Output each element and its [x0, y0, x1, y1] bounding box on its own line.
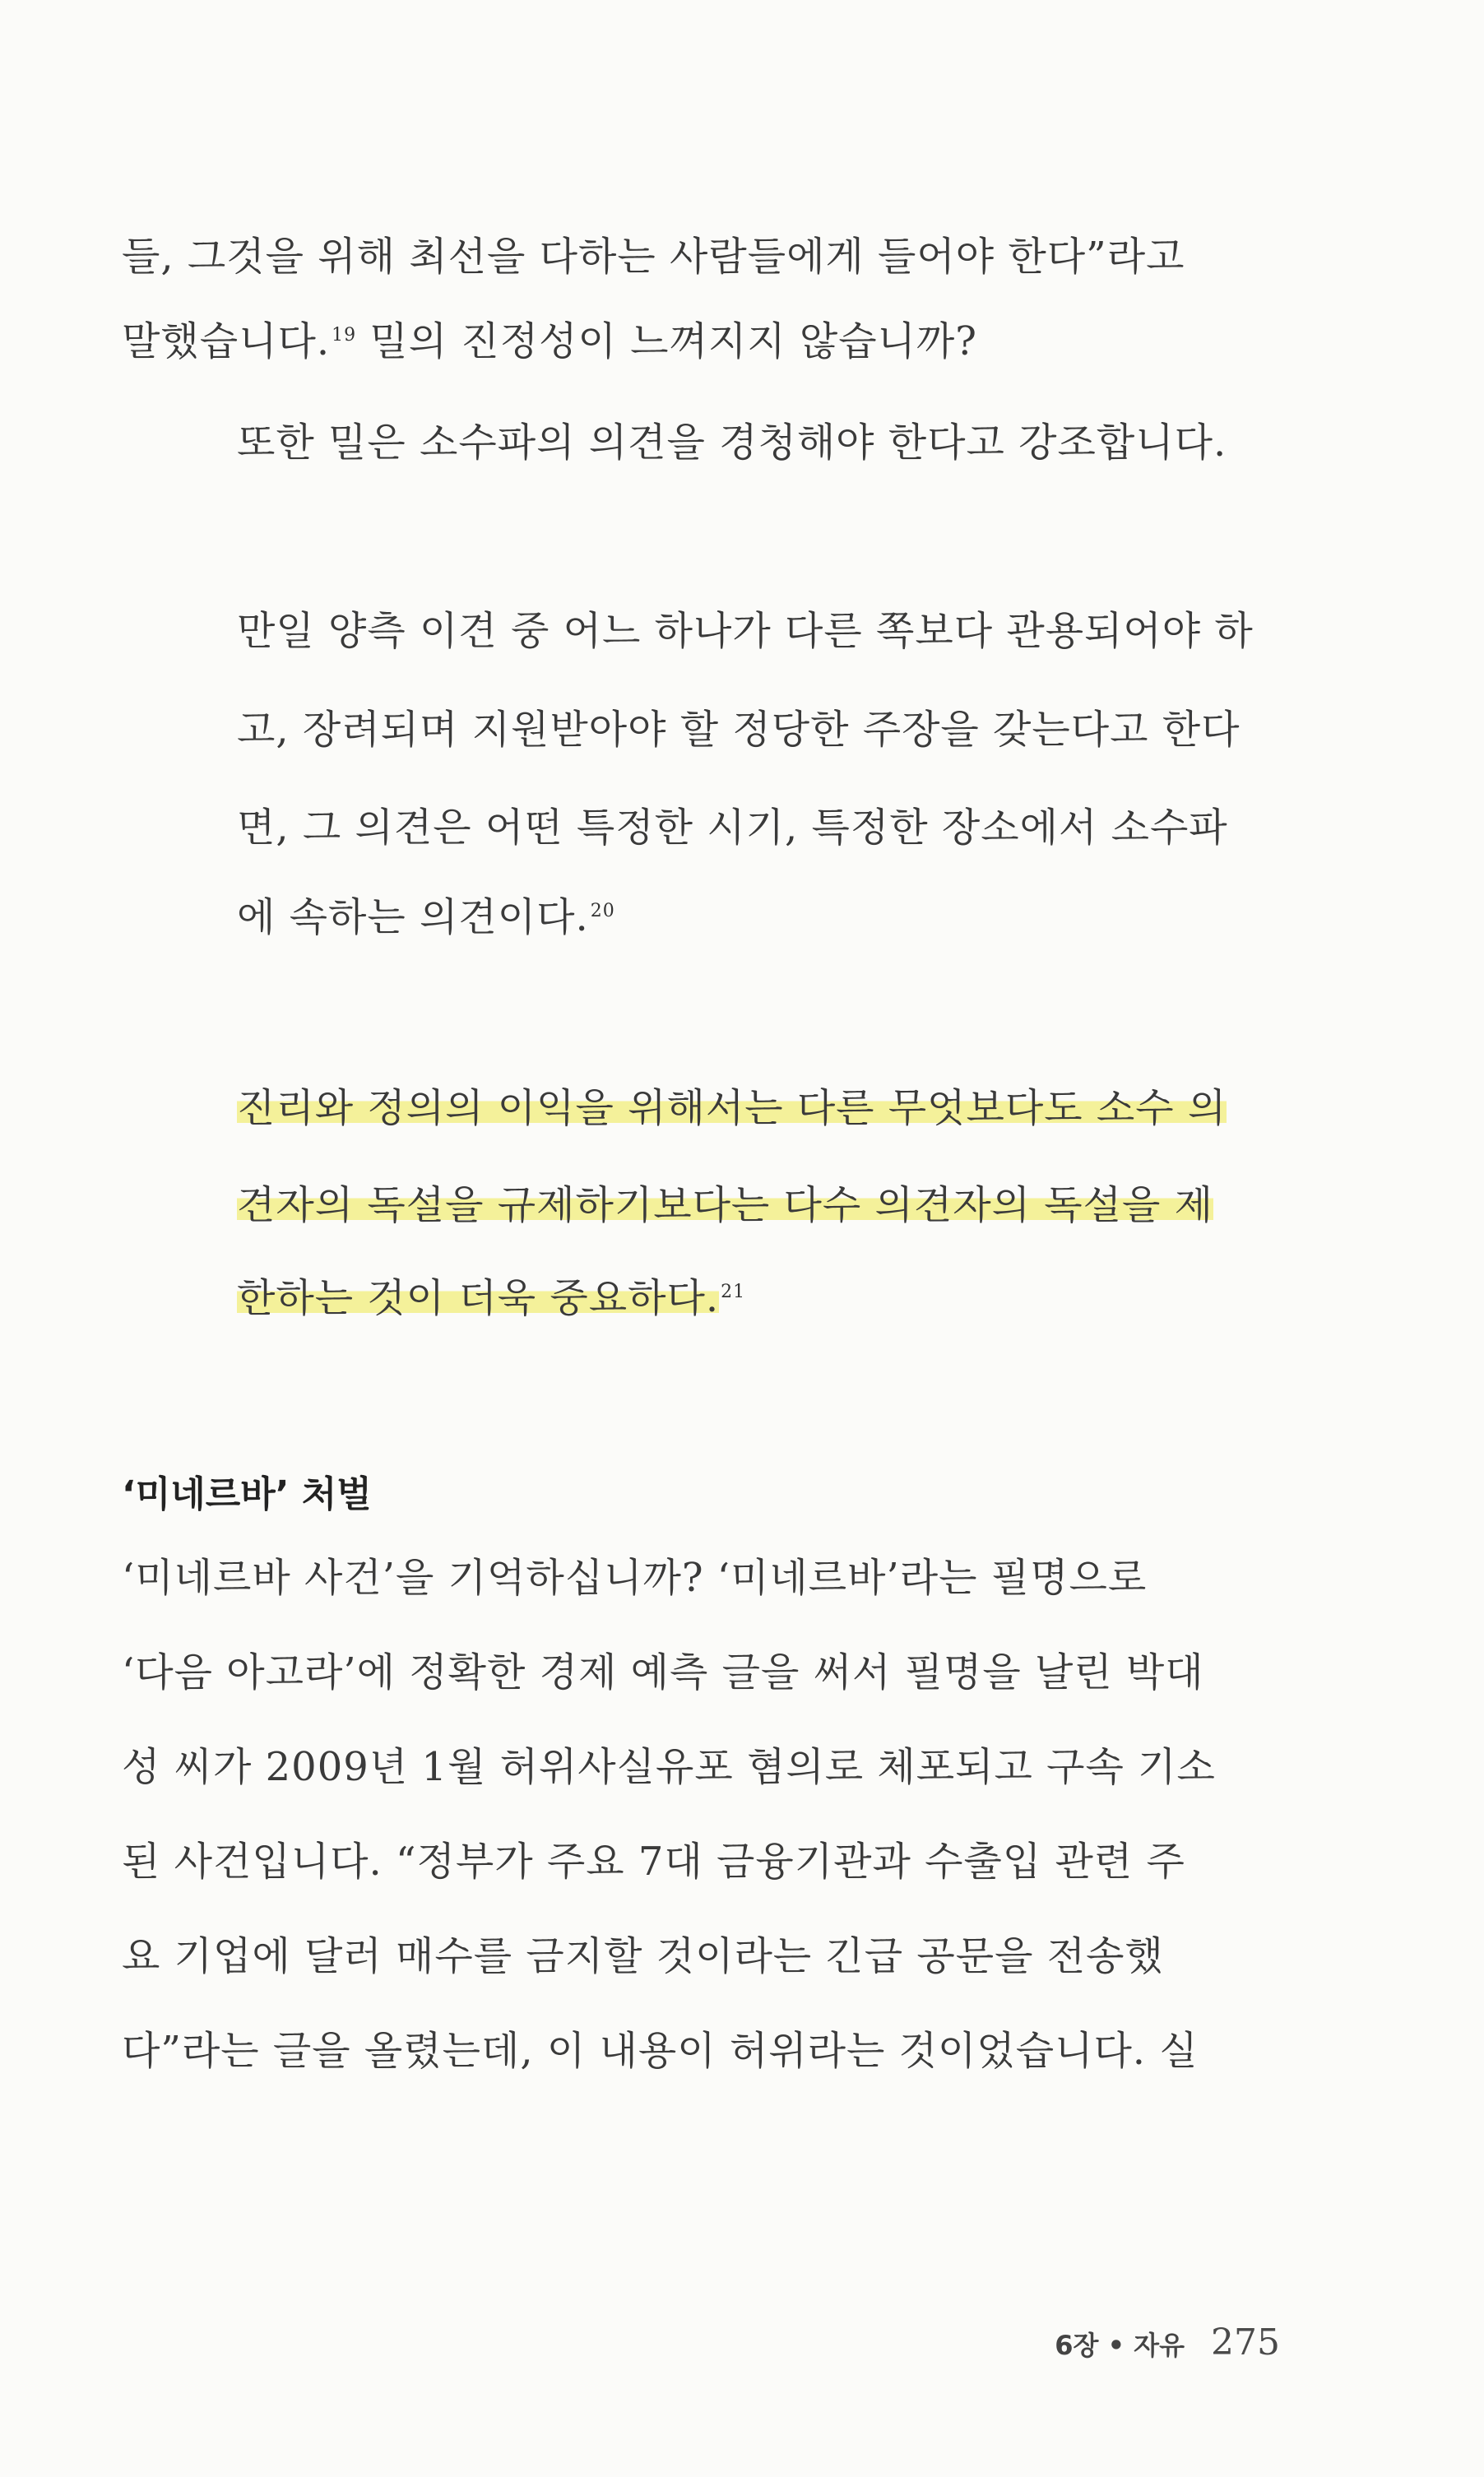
quote-line: 고, 장려되며 지원받아야 할 정당한 주장을 갖는다고 한다 [237, 707, 1241, 753]
body-line: 다”라는 글을 올렸는데, 이 내용이 허위라는 것이었습니다. 실 [122, 2028, 1199, 2074]
text-segment: 에 속하는 의견이다. [237, 894, 589, 940]
page-footer [1055, 2322, 1280, 2363]
body-line: 들, 그것을 위해 최선을 다하는 사람들에게 들어야 한다”라고 [122, 234, 1185, 280]
body-line: 또한 밀은 소수파의 의견을 경청해야 한다고 강조합니다. [237, 420, 1227, 466]
section-heading: ‘미네르바’ 처벌 [122, 1473, 372, 1515]
highlighted-quote-line [237, 1273, 745, 1323]
text-segment: 밀의 진정성이 느껴지지 않습니까? [356, 318, 978, 364]
body-line: 성 씨가 2009년 1월 허위사실유포 혐의로 체포되고 구속 기소 [122, 1744, 1216, 1790]
body-line: 된 사건입니다. “정부가 주요 7대 금융기관과 수출입 관련 주 [122, 1839, 1185, 1885]
highlighted-quote-line [237, 1083, 1227, 1133]
page-number: 275 [1211, 2322, 1280, 2363]
highlighted-quote-line [237, 1181, 1213, 1230]
body-line [122, 317, 977, 366]
body-line: 요 기업에 달러 매수를 금지할 것이라는 긴급 공문을 전송했 [122, 1933, 1164, 1979]
chapter-label: 6장 • 자유 [1055, 2330, 1185, 2361]
highlight-mark: 견자의 독설을 규제하기보다는 다수 의견자의 독설을 제 [237, 1182, 1214, 1228]
highlight-mark: 진리와 정의의 이익을 위해서는 다른 무엇보다도 소수 의 [237, 1085, 1227, 1131]
quote-line: 만일 양측 이견 중 어느 하나가 다른 쪽보다 관용되어야 하 [237, 608, 1254, 654]
quote-line [237, 893, 615, 942]
body-line: ‘미네르바 사건’을 기억하십니까? ‘미네르바’라는 필명으로 [122, 1555, 1148, 1601]
body-line: ‘다음 아고라’에 정확한 경제 예측 글을 써서 필명을 날린 박대 [122, 1649, 1204, 1695]
highlight-mark: 한하는 것이 더욱 중요하다. [237, 1275, 720, 1321]
footnote-marker[interactable]: 20 [590, 901, 615, 921]
quote-line: 면, 그 의견은 어떤 특정한 시기, 특정한 장소에서 소수파 [237, 805, 1228, 851]
footnote-marker[interactable]: 19 [332, 325, 357, 346]
footnote-marker[interactable]: 21 [721, 1282, 746, 1302]
text-segment: 말했습니다. [122, 318, 331, 364]
